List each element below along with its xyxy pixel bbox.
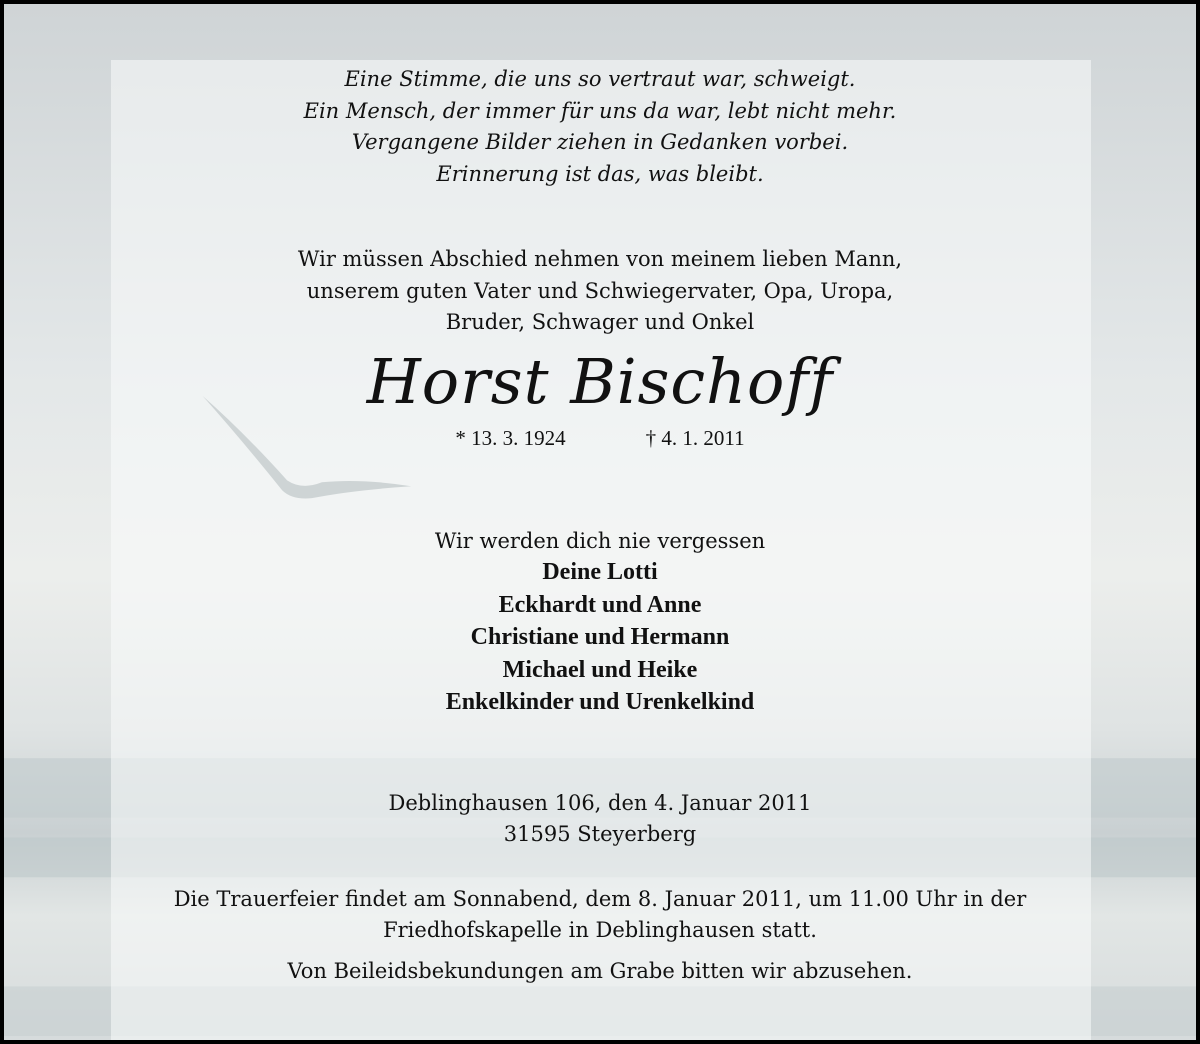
ceremony-info xyxy=(4,884,1196,946)
deceased-name: Horst Bischoff xyxy=(366,345,834,418)
ceremony-line: Die Trauerfeier findet am Sonnabend, dem 8. Januar 2011, um 11.00 Uhr in der xyxy=(173,887,1027,911)
place-and-date xyxy=(4,788,1196,850)
life-dates xyxy=(4,424,1196,452)
mourner: Deine Lotti xyxy=(542,559,658,585)
mourners-list xyxy=(4,556,1196,719)
ceremony-line: Friedhofskapelle in Deblinghausen statt. xyxy=(383,918,817,942)
farewell-line: Wir werden dich nie vergessen xyxy=(434,529,766,553)
death-date: † 4. 1. 2011 xyxy=(645,426,745,450)
poem-line: Erinnerung ist das, was bleibt. xyxy=(436,161,764,186)
poem xyxy=(4,64,1196,190)
mourner: Eckhardt und Anne xyxy=(498,591,702,618)
poem-line: Eine Stimme, die uns so vertraut war, schweigt. xyxy=(344,67,856,91)
condolence-notice: Von Beileidsbekundungen am Grabe bitten wir abzusehen. xyxy=(287,959,913,983)
mourner: Christiane und Hermann xyxy=(470,624,730,650)
poem-line: Vergangene Bilder ziehen in Gedanken vorbei. xyxy=(351,130,849,154)
birth-date: * 13. 3. 1924 xyxy=(455,426,566,450)
intro-text xyxy=(4,244,1196,339)
intro-line: unserem guten Vater und Schwiegervater, Opa, Uropa, xyxy=(306,278,894,303)
poem-line: Ein Mensch, der immer für uns da war, lebt nicht mehr. xyxy=(303,98,897,123)
place-line: Deblinghausen 106, den 4. Januar 2011 xyxy=(388,791,812,815)
place-line: 31595 Steyerberg xyxy=(503,822,697,846)
intro-line: Bruder, Schwager und Onkel xyxy=(445,310,755,334)
mourner: Michael und Heike xyxy=(502,656,698,683)
intro-line: Wir müssen Abschied nehmen von meinem lieben Mann, xyxy=(297,247,903,271)
mourner: Enkelkinder und Urenkelkind xyxy=(445,689,755,715)
